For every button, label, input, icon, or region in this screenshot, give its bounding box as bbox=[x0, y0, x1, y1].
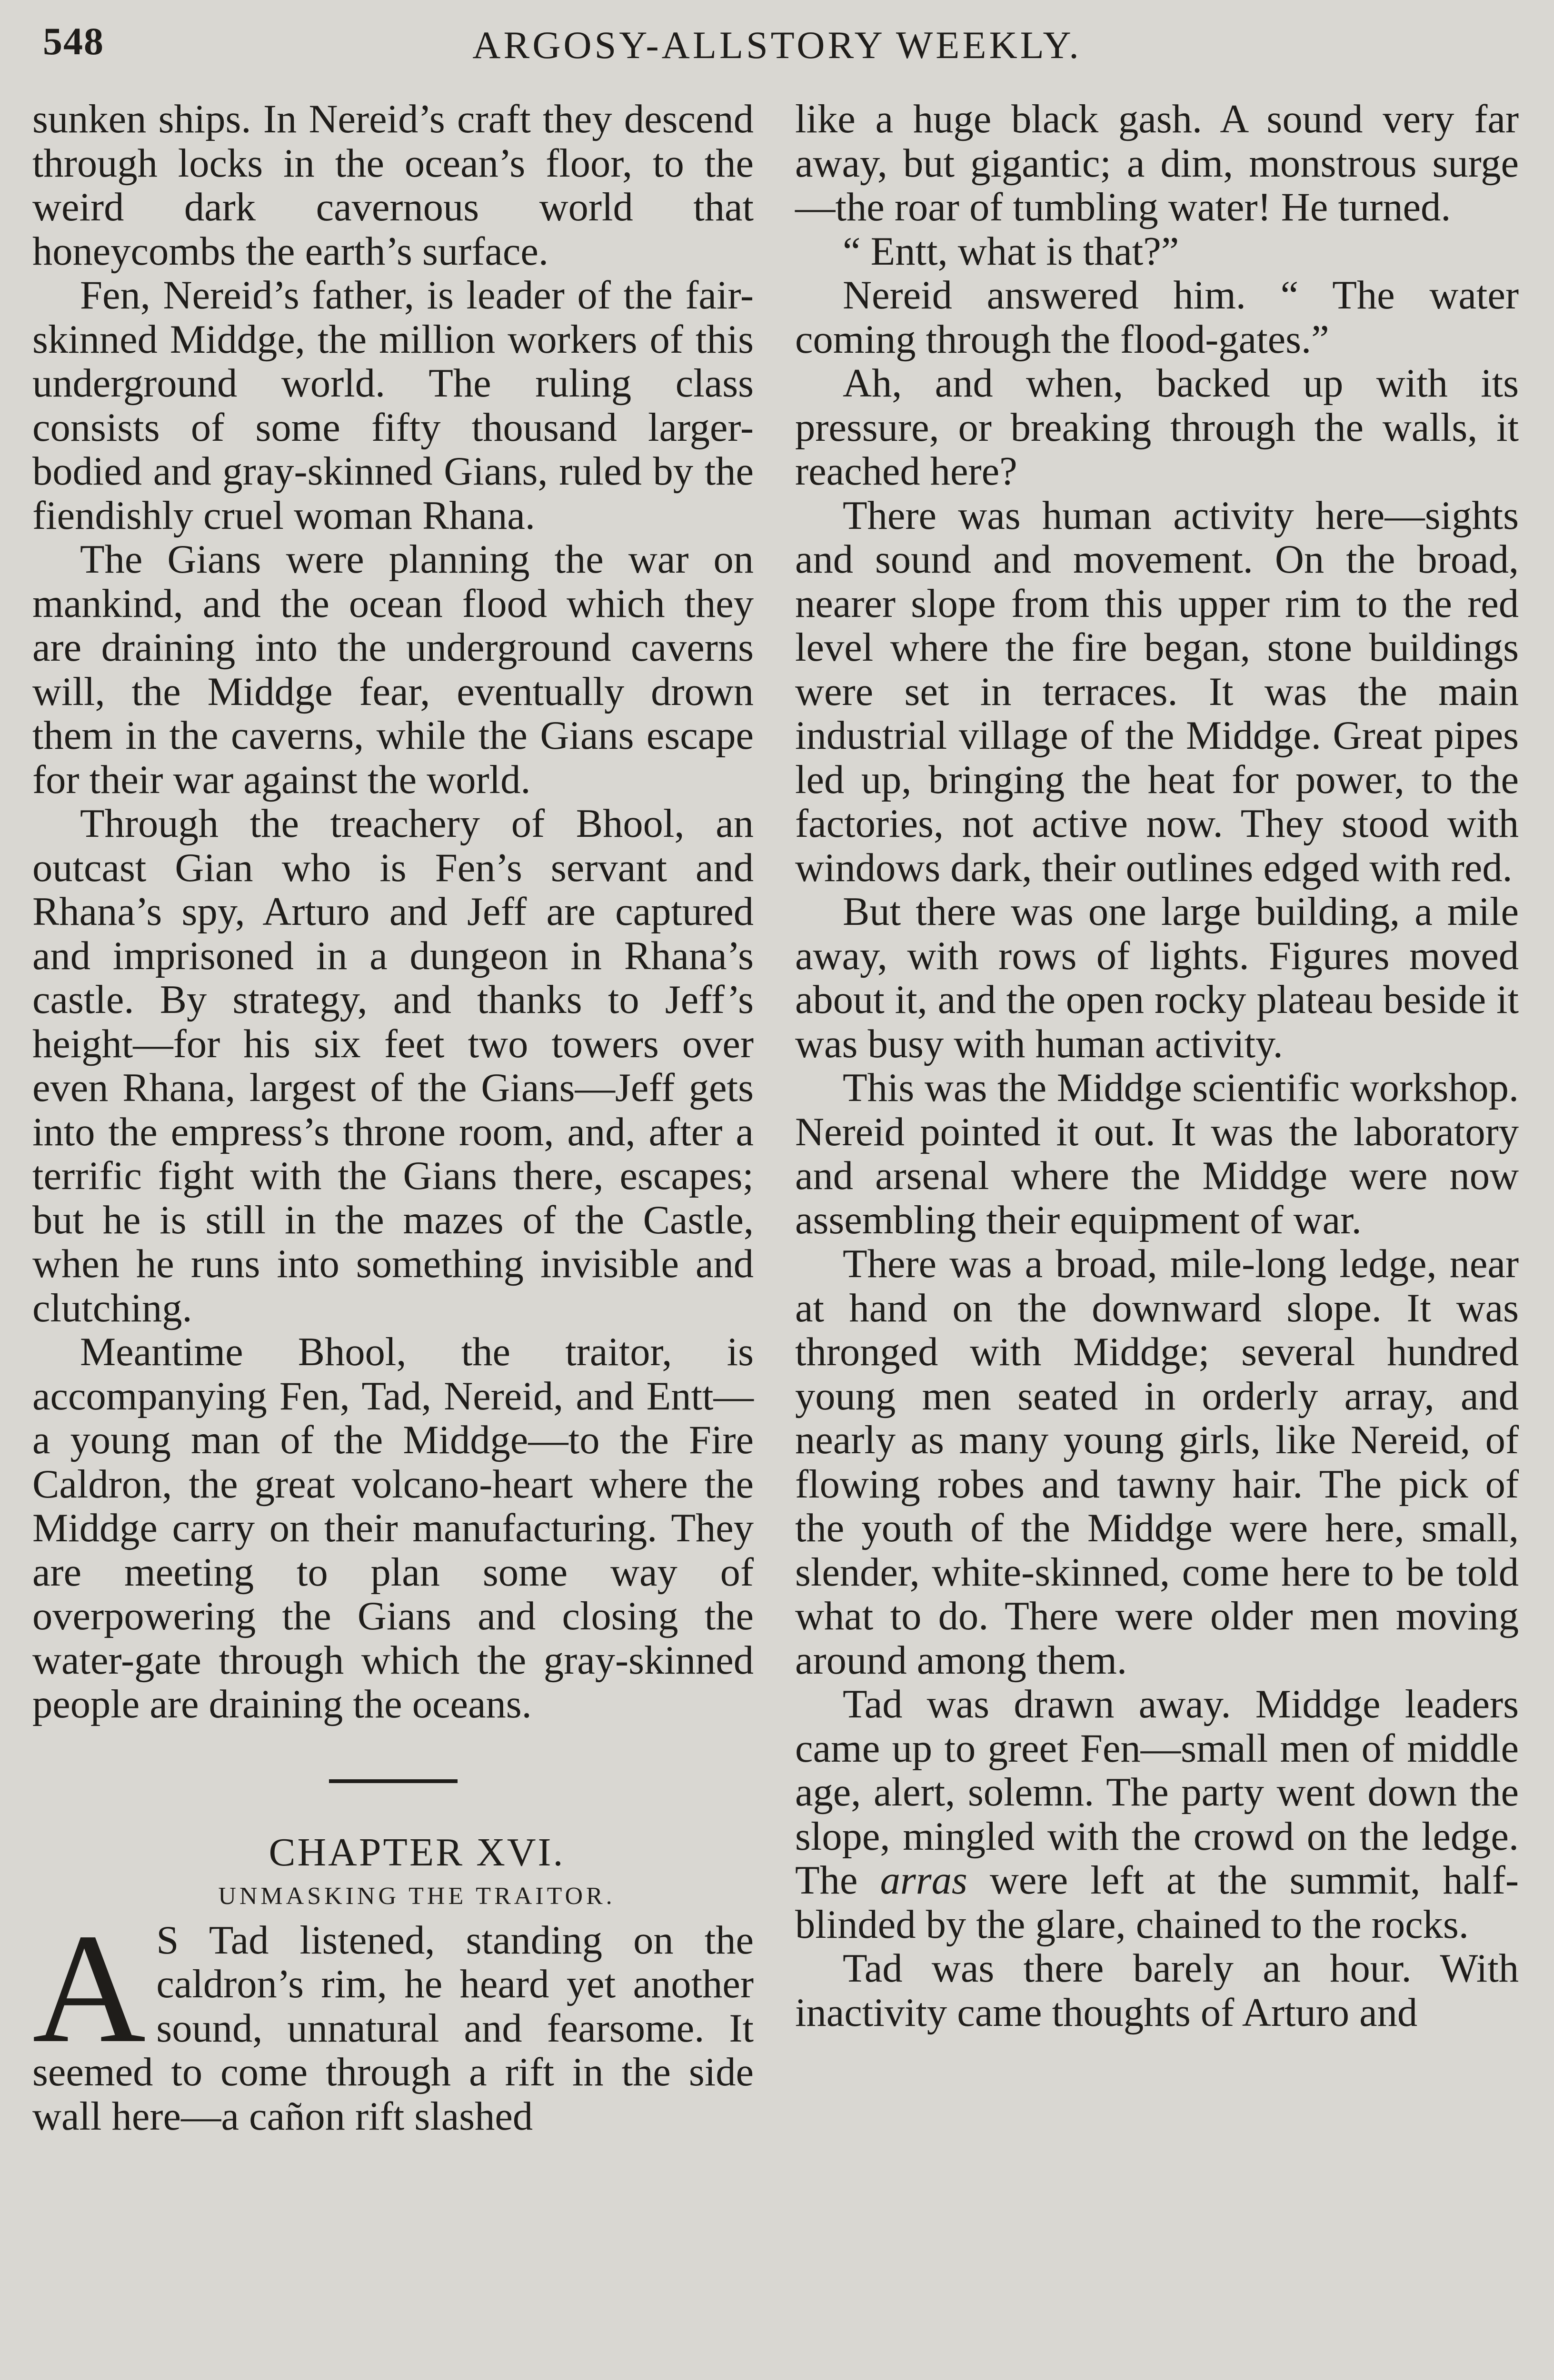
paragraph: Through the treachery of Bhool, an outcast Gian who is Fen’s servant and Rhana’s spy, Arturo and Jeff are captured and imprisoned in a dungeon in Rhana’s castle. By strategy, and thanks to Jeff’s height—for his six feet two towers over even Rhana, largest of the Gians—Jeff gets into the empress’s throne room, and, after a terrific fight with the Gians there, escapes; but he is still in the mazes of the Castle, when he runs into something invisible and clutching. bbox=[32, 802, 754, 1330]
paragraph: Tad was there barely an hour. With inactivity came thoughts of Arturo and bbox=[795, 1946, 1519, 2035]
paragraph: Nereid answered him. “ The water coming through the flood-gates.” bbox=[795, 273, 1519, 362]
paragraph bbox=[795, 1683, 1519, 1947]
chapter-subtitle: UNMASKING THE TRAITOR. bbox=[218, 1883, 616, 1910]
paragraph: There was human activity here—sights and sound and movement. On the broad, nearer slope from this upper rim to the red level where the fire began, stone buildings were set in terraces. It was the main industrial village of the Middge. Great pipes led up, bringing the heat for power, to the factories, not active now. They stood with windows dark, their outlines edged with red. bbox=[795, 493, 1519, 890]
left-column bbox=[32, 98, 754, 2139]
paragraph: Fen, Nereid’s father, is leader of the fair-skinned Middge, the million workers of this underground world. The ruling class consists of some fifty thousand larger-bodied and gray-skinned Gians, ruled by the fiendishly cruel woman Rhana. bbox=[32, 273, 754, 538]
right-column bbox=[795, 98, 1519, 2035]
page-header bbox=[0, 14, 1554, 81]
paragraph: Meantime Bhool, the traitor, is accompanying Fen, Tad, Nereid, and Entt—a young man of the Middge—to the Fire Caldron, the great volcano-heart where the Middge carry on their manufacturing. They are meeting to plan some way of overpowering the Gians and closing the water-gate through which the gray-skinned people are draining the oceans. bbox=[32, 1330, 754, 1726]
page-number: 548 bbox=[43, 20, 104, 63]
opening-text: S Tad listened, standing on the caldron’s rim, he heard yet another sound, unnatural and fearsome. It seemed to come through a rift in the side wall here—a cañon rift slashed bbox=[32, 1918, 754, 2139]
chapter-title: CHAPTER XVI. bbox=[269, 1830, 565, 1874]
paragraph: This was the Middge scientific workshop. Nereid pointed it out. It was the laboratory and arsenal where the Middge were now assembling their equipment of war. bbox=[795, 1066, 1519, 1242]
paragraph: sunken ships. In Nereid’s craft they descend through locks in the ocean’s floor, to the weird dark cavernous world that honeycombs the earth’s surface. bbox=[32, 97, 754, 274]
italic-word: arras bbox=[880, 1858, 967, 1903]
paragraph-text: Tad was drawn away. Middge leaders came up to greet Fen—small men of middle age, alert, solemn. The party went down the slope, mingled with the crowd on the ledge. The bbox=[795, 1682, 1519, 1903]
paragraph: The Gians were planning the war on mankind, and the ocean flood which they are draining into the underground caverns will, the Middge fear, eventually drown them in the caverns, while the Gians escape for their war against the world. bbox=[32, 537, 754, 802]
drop-cap: A bbox=[32, 1901, 146, 2075]
paragraph-text: were left at the summit, half-blinded by the glare, chained to the rocks. bbox=[795, 1858, 1519, 1947]
paragraph: “ Entt, what is that?” bbox=[843, 229, 1179, 274]
paragraph: Ah, and when, backed up with its pressure, or breaking through the walls, it reached here? bbox=[795, 361, 1519, 494]
paragraph: like a huge black gash. A sound very far away, but gigantic; a dim, monstrous surge—the roar of tumbling water! He turned. bbox=[795, 97, 1519, 229]
chapter-opening-paragraph bbox=[32, 1901, 754, 2139]
section-divider bbox=[329, 1779, 458, 1783]
running-title: ARGOSY-ALLSTORY WEEKLY. bbox=[472, 23, 1082, 67]
paragraph: There was a broad, mile-long ledge, near at hand on the downward slope. It was thronged with Middge; several hundred young men seated in orderly array, and nearly as many young girls, like Nereid, of flowing robes and tawny hair. The pick of the youth of the Middge were here, small, slender, white-skinned, come here to be told what to do. There were older men moving around among them. bbox=[795, 1242, 1519, 1683]
paragraph: But there was one large building, a mile away, with rows of lights. Figures moved about it, and the open rocky plateau beside it was busy with human activity. bbox=[795, 890, 1519, 1066]
